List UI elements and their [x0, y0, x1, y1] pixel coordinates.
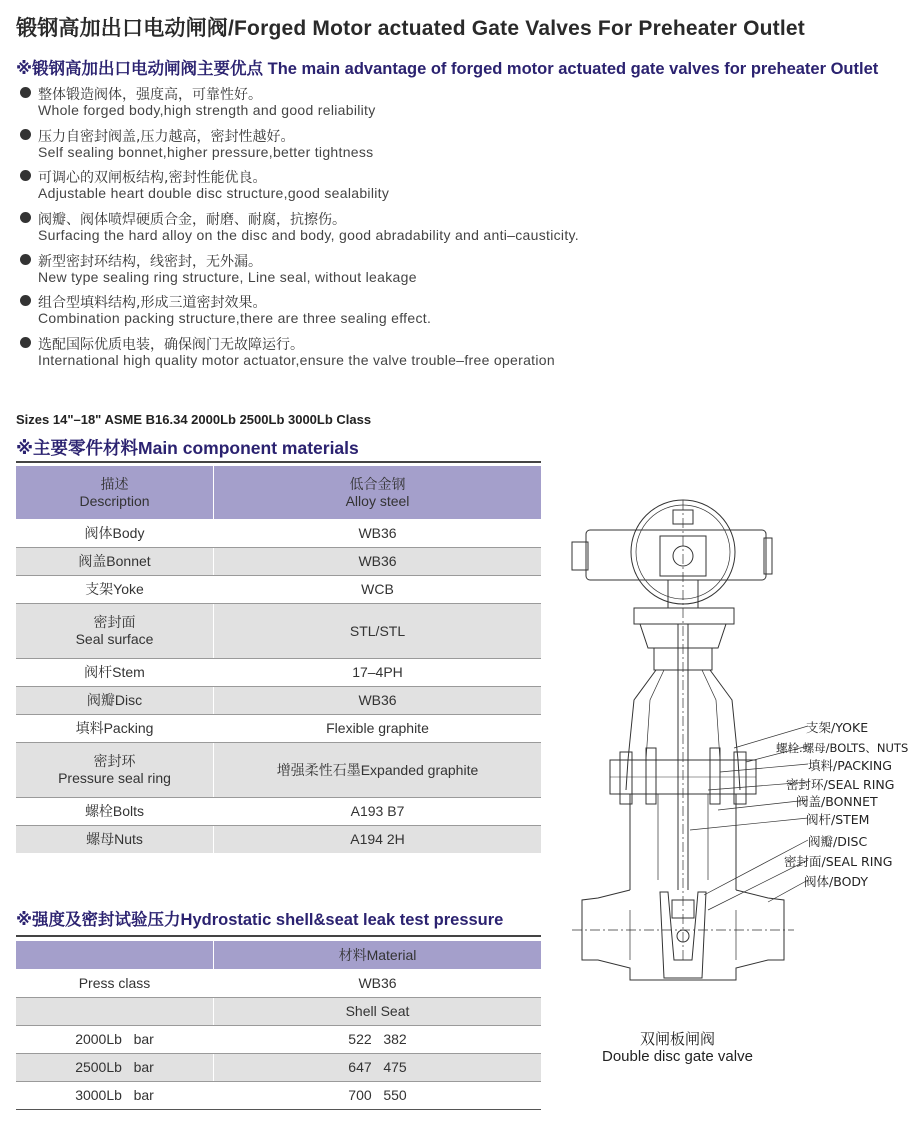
label-stem: 阀杆/STEM	[806, 812, 870, 827]
bullet-icon	[20, 170, 31, 181]
leader-line	[718, 800, 808, 810]
material-cell: WCB	[214, 575, 542, 603]
advantage-en: Adjustable heart double disc structure,good sealability	[38, 185, 390, 202]
divider	[16, 935, 541, 937]
material-cell: STL/STL	[214, 603, 542, 658]
material-cell: A193 B7	[214, 797, 542, 825]
yoke-arm-inner	[702, 670, 720, 760]
bullet-icon	[20, 295, 31, 306]
advantage-en: Surfacing the hard alloy on the disc and body, good abradability and anti–causticity.	[38, 227, 579, 244]
bullet-icon	[20, 254, 31, 265]
advantages-heading: ※锻钢高加出口电动闸阀主要优点 The main advantage of forged motor actuated gate valves for preheater Outlet	[16, 60, 879, 78]
advantage-cn: 压力自密封阀盖,压力越高，密封性越好。	[38, 128, 295, 145]
material-cell: WB36	[214, 686, 542, 714]
table-row	[16, 997, 541, 1025]
shell-value: 522	[348, 1031, 372, 1047]
value-cell	[214, 1081, 542, 1109]
blank-header	[16, 941, 214, 969]
material-cell: A194 2H	[350, 831, 405, 848]
materials-heading: ※主要零件材料Main component materials	[16, 438, 359, 458]
seat-value: 550	[383, 1087, 407, 1104]
advantage-en: Self sealing bonnet,higher pressure,better tightness	[38, 143, 374, 160]
advantage-en: Whole forged body,high strength and good reliability	[38, 102, 376, 118]
table-row	[16, 603, 541, 658]
class-cell: 3000Lb bar	[16, 1081, 214, 1109]
advantage-cn: 选配国际优质电装，确保阀门无故障运行。	[38, 337, 304, 354]
label-disc: 阀瓣/DISC	[808, 834, 868, 849]
yoke-arm-inner	[646, 670, 664, 760]
advantage-en: New type sealing ring structure, Line seal, without leakage	[38, 268, 417, 285]
bullet-icon	[20, 212, 31, 223]
gate-valve-drawing	[568, 490, 808, 1020]
handwheel-outline	[631, 500, 735, 604]
material-value: WB36	[214, 969, 542, 997]
actuator-side-cap	[764, 538, 772, 574]
label-bonnet: 阀盖/BONNET	[796, 794, 878, 809]
press-class-label: Press class	[16, 969, 214, 997]
class-cell: 2500Lb bar	[16, 1053, 214, 1081]
header-cn: 低合金钢	[349, 475, 406, 492]
yoke-arm-right	[710, 670, 740, 790]
header-en: Description	[79, 492, 150, 509]
bullet-icon	[20, 129, 31, 140]
divider	[16, 461, 541, 463]
table-row	[16, 1025, 541, 1053]
shell-seat-label: Shell Seat	[214, 997, 542, 1025]
table-header-row	[16, 466, 541, 519]
sizes-line: Sizes 14"–18" ASME B16.34 2000Lb 2500Lb 3000Lb Class	[16, 412, 372, 427]
header-en: Alloy steel	[345, 492, 410, 509]
shell-value: 647	[348, 1059, 372, 1075]
value-cell	[214, 1025, 542, 1053]
part-cell: 螺母Nuts	[16, 825, 214, 853]
advantage-en: Combination packing structure,there are three sealing effect.	[38, 310, 432, 327]
table-row	[16, 519, 541, 547]
advantage-cn: 整体锻造阀体，强度高，可靠性好。	[38, 87, 262, 103]
label-seal-surface: 密封面/SEAL RING	[784, 854, 893, 869]
leader-line	[768, 880, 808, 902]
yoke-arm-left	[626, 670, 656, 790]
divider	[16, 1109, 541, 1110]
description-header	[16, 466, 214, 519]
value-cell	[214, 1053, 542, 1081]
header-cn: 描述	[100, 475, 129, 492]
table-row	[16, 714, 541, 742]
table-row	[16, 1081, 541, 1109]
table-row	[16, 742, 541, 797]
advantage-cn: 组合型填料结构,形成三道密封效果。	[38, 295, 267, 312]
bullet-icon	[20, 87, 31, 98]
blank-cell	[16, 997, 214, 1025]
part-cell: 螺栓Bolts	[16, 797, 214, 825]
material-cell: WB36	[214, 519, 542, 547]
material-cell: 增强柔性石墨Expanded graphite	[214, 742, 542, 797]
label-seal-ring: 密封环/SEAL RING	[786, 777, 895, 792]
shell-value: 700	[348, 1087, 372, 1104]
part-cell: 阀体Body	[16, 519, 214, 547]
part-cell: 支架Yoke	[16, 575, 214, 603]
advantage-cn: 新型密封环结构，线密封，无外漏。	[38, 253, 262, 270]
material-header	[214, 466, 542, 519]
label-bolts-nuts: 螺栓.螺母/BOLTS、NUTS	[776, 741, 909, 755]
part-cell	[16, 742, 214, 797]
label-packing: 填料/PACKING	[808, 758, 892, 773]
bullet-icon	[20, 337, 31, 348]
part-cell: 阀瓣Disc	[16, 686, 214, 714]
material-header: 材料Material	[338, 947, 417, 963]
advantage-cn: 阀瓣、阀体喷焊硬质合金，耐磨、耐腐，抗擦伤。	[38, 212, 346, 229]
seat-value: 382	[383, 1031, 407, 1047]
label-yoke: 支架/YOKE	[806, 720, 869, 735]
materials-table	[16, 466, 541, 853]
diagram-caption-en: Double disc gate valve	[602, 1048, 753, 1065]
part-cell: 阀杆Stem	[16, 658, 214, 686]
table-row	[16, 797, 541, 825]
bolt-inner-left	[646, 748, 656, 804]
bolt-inner-right	[710, 748, 720, 804]
material-cell: WB36	[214, 547, 542, 575]
actuator-housing	[586, 530, 766, 580]
table-row	[16, 969, 541, 997]
mount-flange	[634, 608, 734, 624]
part-en: Pressure seal ring	[58, 769, 171, 786]
material-cell: Flexible graphite	[214, 714, 542, 742]
part-cn: 密封面	[93, 613, 136, 630]
table-row	[16, 686, 541, 714]
advantage-en: International high quality motor actuator,ensure the valve trouble–free operation	[38, 352, 555, 369]
material-cell: 17–4PH	[214, 658, 542, 686]
pressure-table	[16, 941, 541, 1109]
part-cn: 密封环	[93, 752, 136, 769]
table-row	[16, 658, 541, 686]
diagram-caption-cn: 双闸板闸阀	[640, 1030, 716, 1048]
part-en: Seal surface	[75, 630, 154, 647]
part-cell	[16, 603, 214, 658]
table-row	[16, 1053, 541, 1081]
class-cell: 2000Lb bar	[16, 1025, 214, 1053]
table-row	[16, 825, 541, 853]
table-row	[16, 547, 541, 575]
label-body: 阀体/BODY	[804, 874, 868, 889]
pressure-heading: ※强度及密封试验压力Hydrostatic shell&seat leak test pressure	[16, 911, 504, 929]
advantage-cn: 可调心的双闸板结构,密封性能优良。	[38, 170, 267, 187]
leader-line	[720, 764, 808, 772]
table-row	[16, 575, 541, 603]
part-cell: 阀盖Bonnet	[16, 547, 214, 575]
page-title: 锻钢高加出口电动闸阀/Forged Motor actuated Gate Valves For Preheater Outlet	[16, 17, 805, 40]
seat-value: 475	[383, 1059, 407, 1075]
part-cell: 填料Packing	[16, 714, 214, 742]
table-header-row	[16, 941, 541, 969]
